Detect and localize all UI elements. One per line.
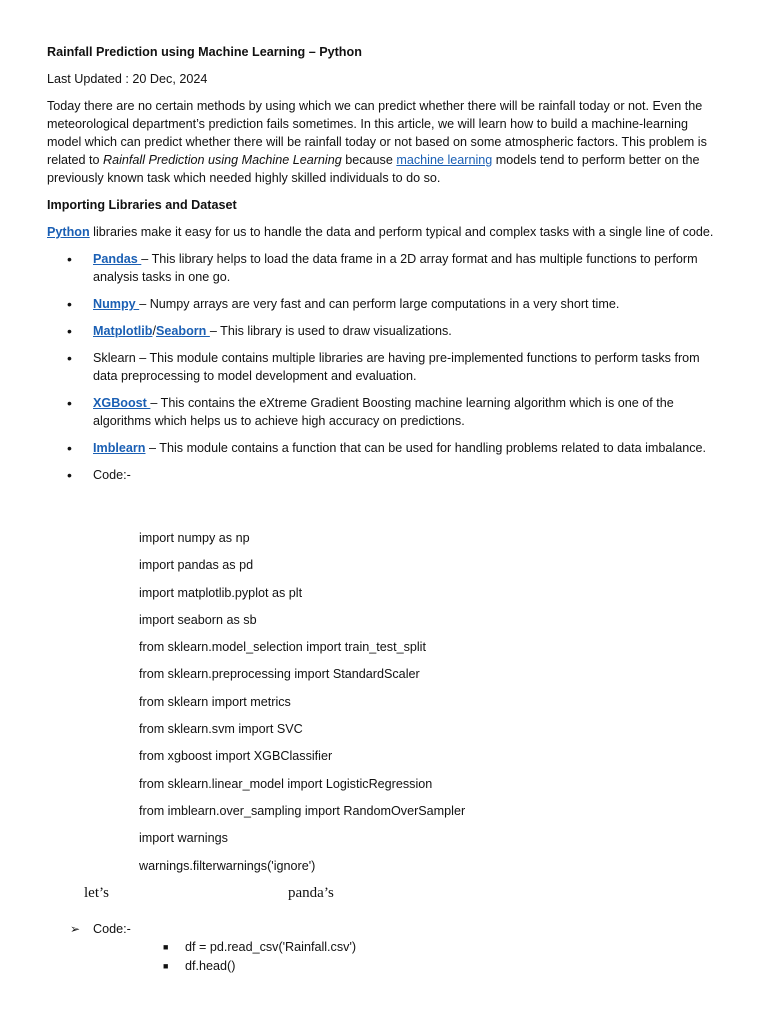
list-item-text: Sklearn – This module contains multiple libraries are having pre-implemented functions to perform tasks from data preprocessing to model development and evaluation. xyxy=(93,351,700,383)
bullet-icon: • xyxy=(67,251,72,267)
list-item xyxy=(47,439,723,457)
bullet-icon: • xyxy=(67,440,72,456)
code-line: from xgboost import XGBClassifier xyxy=(139,749,333,764)
python-link[interactable]: Python xyxy=(47,225,90,239)
code-line: from sklearn import metrics xyxy=(139,694,291,709)
intro-italic: Rainfall Prediction using Machine Learning xyxy=(103,153,342,167)
list-item-text: – This library helps to load the data frame in a 2D array format and has multiple functions to perform analysis tasks in one go. xyxy=(93,252,698,284)
section-heading: Importing Libraries and Dataset xyxy=(47,198,237,212)
list-item xyxy=(163,957,356,976)
square-bullet-icon: ■ xyxy=(163,942,169,952)
serif-fragment-pandas: panda’s xyxy=(288,885,334,901)
code-line: from sklearn.svm import SVC xyxy=(139,722,303,737)
code-line: import seaborn as sb xyxy=(139,612,257,627)
bullet-icon: • xyxy=(67,395,72,411)
square-bullet-icon: ■ xyxy=(163,960,169,971)
list-item xyxy=(47,322,723,340)
code-line: import numpy as np xyxy=(139,531,250,545)
intro-paragraph xyxy=(47,97,723,187)
serif-fragment-lets: let’s xyxy=(84,885,109,901)
numpy-link[interactable]: Numpy xyxy=(93,297,140,311)
libraries-paragraph xyxy=(47,223,723,241)
code-line: import warnings xyxy=(139,831,228,846)
code-line: warnings.filterwarnings('ignore') xyxy=(139,858,316,873)
code-section-2 xyxy=(70,920,131,938)
intro-text-3: models tend to perform better on the previously known task which needed highly skilled individuals to do so. xyxy=(47,153,700,185)
list-item xyxy=(47,394,723,430)
bullet-icon: • xyxy=(67,296,72,312)
arrow-bullet-icon: ➢ xyxy=(70,922,81,936)
article-title: Rainfall Prediction using Machine Learning – Python xyxy=(47,45,362,59)
code-block xyxy=(139,528,465,883)
code-line: from sklearn.model_selection import train_test_split xyxy=(139,640,426,655)
separator: / xyxy=(152,324,156,338)
bullet-icon: • xyxy=(67,467,72,483)
document-content xyxy=(47,43,723,493)
last-updated: Last Updated : 20 Dec, 2024 xyxy=(47,72,208,86)
intro-text-1: Today there are no certain methods by using which we can predict whether there will be rainfall today or not. Even the meteorological department’s prediction fails sometimes. In this article, we will learn how to build a machine-learning model which can predict whether there will be rainfall today or not based on some atmospheric factors. This problem is related to xyxy=(47,99,707,167)
list-item xyxy=(47,250,723,286)
machine-learning-link[interactable]: machine learning xyxy=(396,153,493,167)
code-line: from sklearn.linear_model import LogisticRegression xyxy=(139,776,433,791)
code-line: import pandas as pd xyxy=(139,558,254,573)
code-line: import matplotlib.pyplot as plt xyxy=(139,585,303,600)
libraries-paragraph-text: libraries make it easy for us to handle the data and perform typical and complex tasks with a single line of code. xyxy=(89,225,714,239)
list-item-text: – This contains the eXtreme Gradient Boosting machine learning algorithm which is one of the algorithms which helps us to achieve high accuracy on predictions. xyxy=(93,396,674,428)
code-line: df = pd.read_csv('Rainfall.csv') xyxy=(185,940,357,954)
matplotlib-link[interactable]: Matplotlib xyxy=(93,324,153,338)
code-line: from sklearn.preprocessing import StandardScaler xyxy=(139,667,420,682)
xgboost-link[interactable]: XGBoost xyxy=(93,396,151,410)
code-line: df.head() xyxy=(185,958,236,973)
list-item xyxy=(47,466,723,484)
list-item-text: – Numpy arrays are very fast and can perform large computations in a very short time. xyxy=(139,297,620,311)
code-line: from imblearn.over_sampling import RandomOverSampler xyxy=(139,803,466,818)
list-item xyxy=(47,295,723,313)
code-label: Code:- xyxy=(93,468,131,482)
seaborn-link[interactable]: Seaborn xyxy=(155,324,210,338)
pandas-link[interactable]: Pandas xyxy=(93,252,142,266)
imblearn-link[interactable]: Imblearn xyxy=(93,441,146,455)
intro-text-2: because xyxy=(341,153,397,167)
list-item xyxy=(47,349,723,385)
library-list xyxy=(47,250,723,484)
list-item-text: – This module contains a function that can be used for handling problems related to data imbalance. xyxy=(145,441,707,455)
code-label-2: Code:- xyxy=(93,922,131,936)
bullet-icon: • xyxy=(67,323,72,339)
list-item-text: – This library is used to draw visualizations. xyxy=(209,324,452,338)
bullet-icon: • xyxy=(67,350,72,366)
list-item xyxy=(163,938,356,957)
sub-code-list xyxy=(163,938,356,975)
